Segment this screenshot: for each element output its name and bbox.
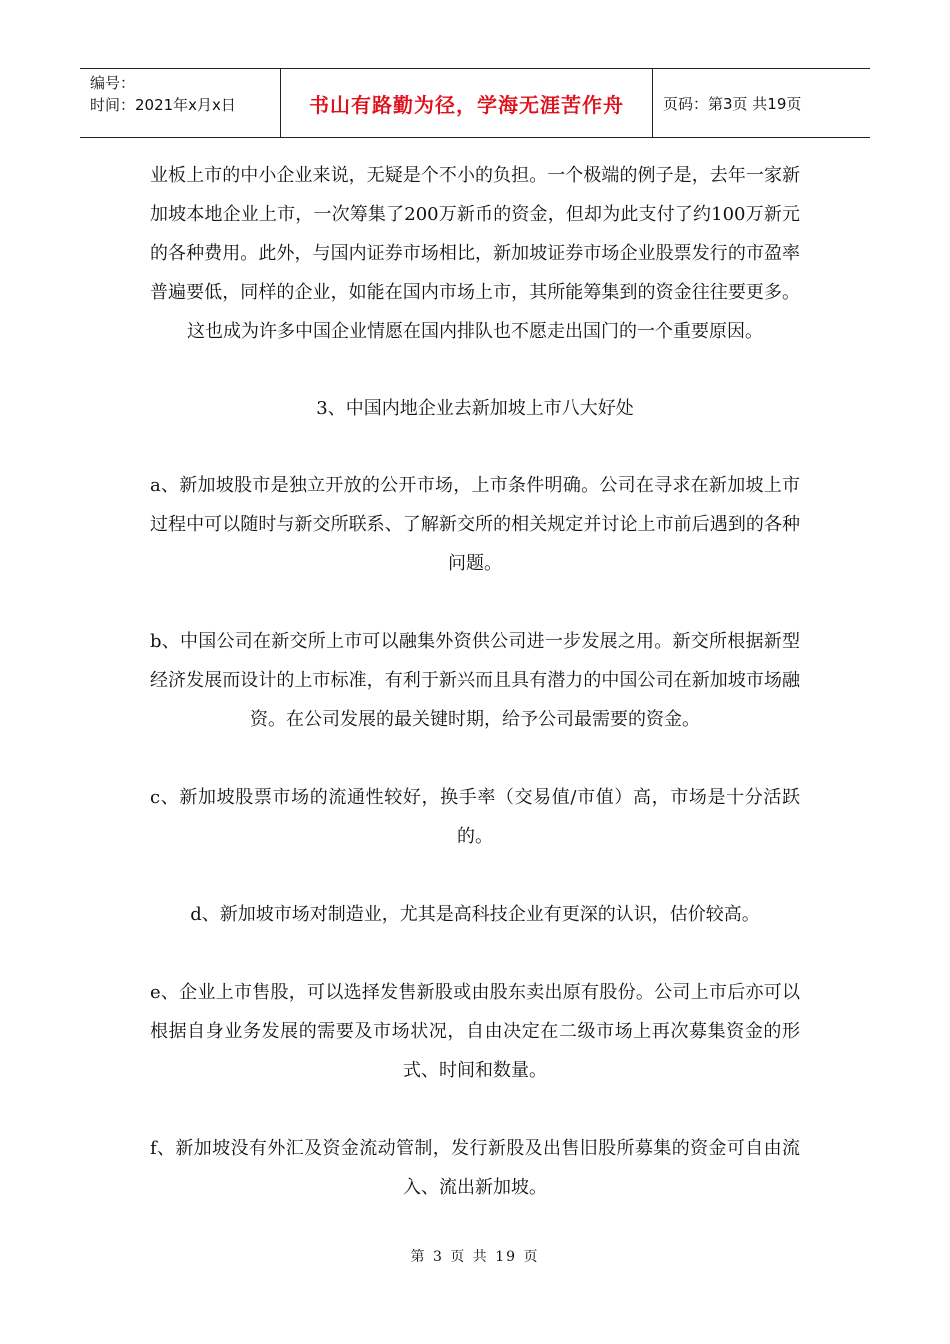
header-motto-cell [281,69,653,137]
motto-text: 书山有路勤为径，学海无涯苦作舟 [309,92,624,117]
page-info: 页码：第3页 共19页 [663,94,802,113]
time-label: 时间：2021年x月x日 [90,96,236,114]
page-header [80,68,870,138]
page-footer: 第 3 页 共 19 页 [410,1249,540,1265]
item-f-paragraph: f、新加坡没有外汇及资金流动管制，发行新股及出售旧股所募集的资金可自由流入、流出新加坡。 [150,1138,800,1198]
number-label: 编号： [90,74,136,92]
item-b-paragraph: b、中国公司在新交所上市可以融集外资供公司进一步发展之用。新交所根据新型经济发展而设计的上市标准，有利于新兴而且具有潜力的中国公司在新加坡市场融资。在公司发展的最关键时期，给予公司最需要的资金。 [150,631,800,730]
item-d-paragraph: d、新加坡市场对制造业，尤其是高科技企业有更深的认识，估价较高。 [190,904,760,925]
header-meta [80,69,281,137]
intro-paragraph: 业板上市的中小企业来说，无疑是个不小的负担。一个极端的例子是，去年一家新加坡本地企业上市，一次筹集了200万新币的资金，但却为此支付了约100万新元的各种费用。此外，与国内证券市场相比，新加坡证券市场企业股票发行的市盈率普遍要低，同样的企业，如能在国内市场上市，其所能筹集到的资金往往要更多。这也成为许多中国企业情愿在国内排队也不愿走出国门的一个重要原因。 [150,165,800,342]
document-body [150,156,800,1246]
header-page-cell [653,69,870,137]
item-c-paragraph: c、新加坡股票市场的流通性较好，换手率（交易值/市值）高，市场是十分活跃的。 [150,787,800,847]
item-a-paragraph: a、新加坡股市是独立开放的公开市场，上市条件明确。公司在寻求在新加坡上市过程中可以随时与新交所联系、了解新交所的相关规定并讨论上市前后遇到的各种问题。 [150,475,800,574]
item-e-paragraph: e、企业上市售股，可以选择发售新股或由股东卖出原有股份。公司上市后亦可以根据自身业务发展的需要及市场状况，自由决定在二级市场上再次募集资金的形式、时间和数量。 [150,982,800,1081]
section-heading: 3、中国内地企业去新加坡上市八大好处 [316,398,634,419]
